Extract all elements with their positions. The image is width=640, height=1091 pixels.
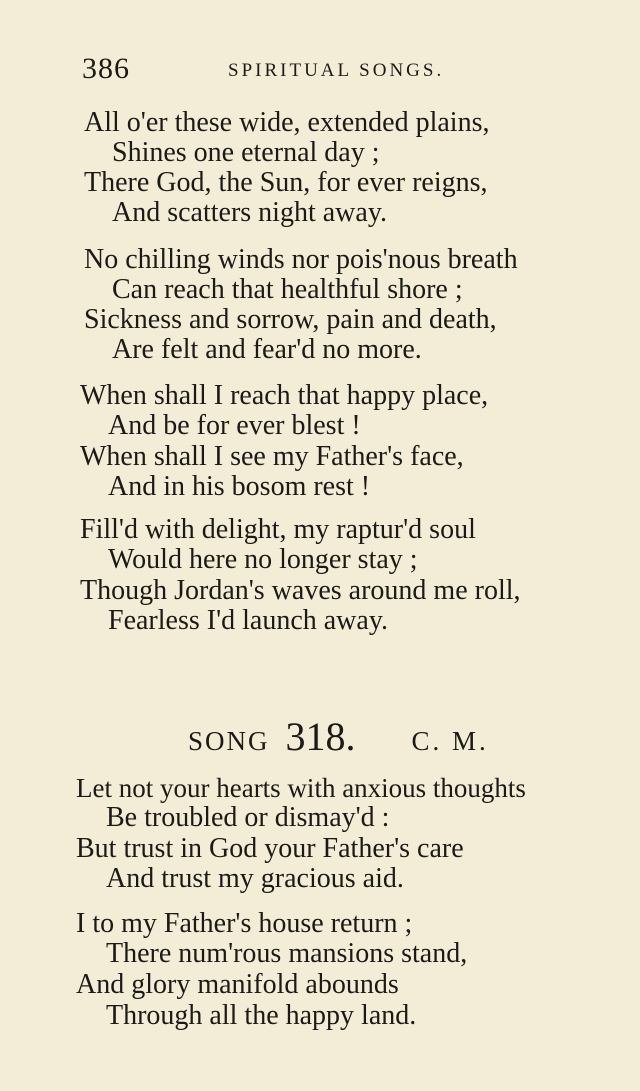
verse-line: Fill'd with delight, my raptur'd soul [80,514,476,545]
running-head: SPIRITUAL SONGS. [228,60,445,81]
page-header [82,52,602,86]
verse-line: There num'rous mansions stand, [106,938,468,969]
song-number: 318. [285,714,356,759]
verse-line: I to my Father's house return ; [76,908,413,939]
verse-line: Be troubled or dismay'd : [106,802,390,833]
verse-line: And in his bosom rest ! [108,471,371,502]
verse-line: And be for ever blest ! [108,410,361,441]
verse-line: Fearless I'd launch away. [108,605,389,636]
verse-line: No chilling winds nor pois'nous breath [84,244,518,275]
verse-line: All o'er these wide, extended plains, [84,107,490,138]
verse-line: And scatters night away. [112,197,387,228]
verse-line: Let not your hearts with anxious thoughts [76,773,526,803]
page-number: 386 [82,52,130,85]
verse-line: But trust in God your Father's care [76,833,464,864]
verse-line: Sickness and sorrow, pain and death, [84,304,497,335]
song-meter: C. M. [411,726,489,756]
verse-line: And trust my gracious aid. [106,863,404,894]
verse-line: Through all the happy land. [106,1000,417,1031]
song-label: SONG [188,726,270,756]
verse-line: And glory manifold abounds [76,969,399,1000]
verse-line: When shall I see my Father's face, [80,441,464,472]
verse-line: There God, the Sun, for ever reigns, [84,167,488,198]
verse-line: When shall I reach that happy place, [80,380,489,411]
verse-line: Would here no longer stay ; [108,544,418,575]
verse-line: Can reach that healthful shore ; [112,274,463,305]
verse-line: Shines one eternal day ; [112,137,380,168]
song-heading [188,713,489,760]
verse-line: Are felt and fear'd no more. [112,334,422,365]
verse-line: Though Jordan's waves around me roll, [80,575,521,606]
